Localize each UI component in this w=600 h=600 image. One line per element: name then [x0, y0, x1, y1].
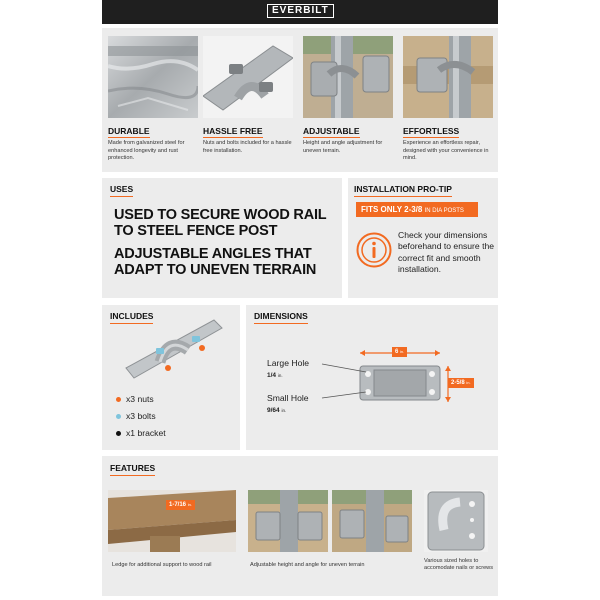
benefit-title-hassle-free: HASSLE FREE [203, 126, 263, 136]
include-bolts: x3 bolts [126, 411, 156, 421]
installed-bracket-photo [403, 36, 493, 118]
small-hole-value: 9/64 in. [267, 407, 287, 414]
pro-tip-text: Check your dimensions beforehand to ensure the correct fit and smooth installation. [398, 230, 495, 275]
uses-title: USES [110, 184, 133, 194]
width-dimension-tag: 6 in. [392, 347, 407, 357]
galvanized-steel-photo [108, 36, 198, 118]
height-dimension-tag: 2-5/8 in. [448, 378, 474, 388]
dimension-diagram [300, 340, 480, 410]
bracket-dot-icon [116, 431, 121, 436]
benefit-desc-adjustable: Height and angle adjustment for uneven terrain. [303, 140, 383, 154]
feature-caption-adjustable: Adjustable height and angle for uneven terrain [250, 562, 365, 568]
small-hole-label: Small Hole [267, 393, 309, 403]
benefit-desc-hassle-free: Nuts and bolts included for a hassle free installation. [203, 140, 292, 154]
feature-caption-ledge: Ledge for additional support to wood rail [112, 562, 212, 568]
benefit-title-durable: DURABLE [108, 126, 150, 136]
uses-line-1: USED TO SECURE WOOD RAIL TO STEEL FENCE POST [114, 207, 327, 239]
include-nuts: x3 nuts [126, 394, 154, 404]
brand-logo: EVERBILT [267, 4, 334, 18]
info-icon [356, 232, 392, 268]
bolts-dot-icon [116, 414, 121, 419]
include-bracket: x1 bracket [126, 428, 166, 438]
benefit-desc-durable: Made from galvanized steel for enhanced longevity and rust protection. [108, 140, 185, 162]
header-bar [102, 0, 498, 24]
features-title: FEATURES [110, 463, 155, 473]
pro-tip-title: INSTALLATION PRO-TIP [354, 184, 452, 194]
benefit-desc-effortless: Experience an effortless repair, designed with your convenience in mind. [403, 140, 489, 162]
bracket-post-photo [303, 36, 393, 118]
includes-title: INCLUDES [110, 311, 153, 321]
benefit-title-adjustable: ADJUSTABLE [303, 126, 360, 136]
dimensions-title: DIMENSIONS [254, 311, 308, 321]
feature-caption-holes: Various sized holes to accomodate nails or screws [424, 558, 494, 572]
hardware-photo [203, 36, 293, 118]
ledge-dimension-tag: 1-7/16 in. [166, 500, 195, 510]
uses-line-2: ADJUSTABLE ANGLES THAT ADAPT TO UNEVEN TERRAIN [114, 246, 317, 278]
holes-closeup-photo [424, 490, 488, 552]
adjustable-angle-photos [248, 490, 412, 552]
fit-badge: FITS ONLY 2-3/8 IN DIA POSTS [356, 202, 478, 217]
bracket-product-image [122, 318, 226, 380]
nuts-dot-icon [116, 397, 121, 402]
large-hole-value: 1/4 in. [267, 372, 283, 379]
large-hole-label: Large Hole [267, 358, 310, 368]
benefit-title-effortless: EFFORTLESS [403, 126, 460, 136]
